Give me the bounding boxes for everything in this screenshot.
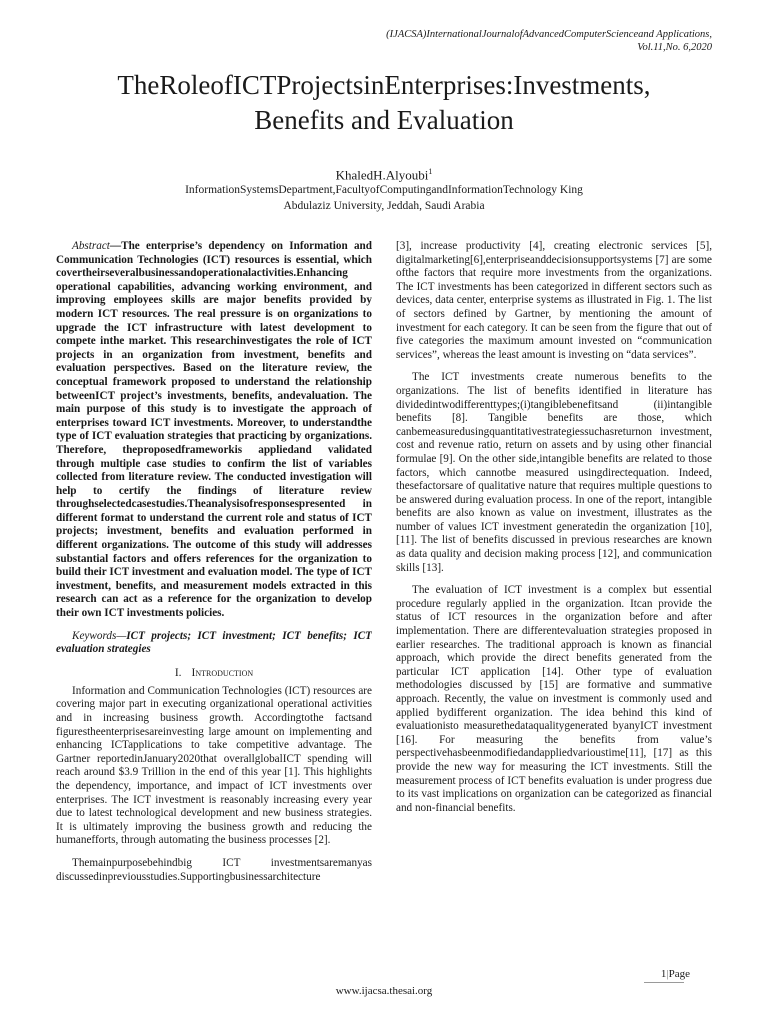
affiliation-line-2: Abdulaziz University, Jeddah, Saudi Arabia [283,200,485,212]
section-heading-introduction [56,666,372,680]
paragraph: The ICT investments create numerous benefits to the organizations. The list of benefits identified in literature has dividedintwodifferenttypes;(i)tangiblebenefitsand (ii)intangible benefits [8]. Tangible benefits are those, which canbemeasuredusingquantitativestrategiessuchasreturnon investment, cost and revenue ratio, return on assets and by using other financial formulae [9]. On the other side,intangible benefits are related to those factors, which cannotbe measured usingdirectequation. Indeed, thesefactorsare of qualitative nature that requires multiple questions to be answered during evaluation process. In one of the report, intangible benefits are also known as value on investment, illustrates as the number of values ICT investment generatedin the organization [10], [11]. The list of benefits discussed in previous researches are known as data quality and decision making process [12], and communication skills [13]. [396,371,712,574]
paper-title [40,68,728,138]
page-number-separator: | [666,968,669,980]
author-affiliation [40,182,728,214]
abstract-text: —The enterprise’s dependency on Information and Communication Technologies (ICT) resources is essential, which covertheirseveralbusinessandoperationalactivities.Enhancing operational capabilities, advancing working environment, and improving employees skills are major benefits provided by modern ICT resources. The real pressure is on organizations to upgrade the ICT infrastructure with latest development to compete inthe market. This researchinvestigates the role of ICT projects in an organization from investment, benefits and evaluation perspectives. Based on the literature review, the conceptual framework proposed to understand the relationship betweenICT project’s investments, benefits, andevaluation. The main purpose of this study is to investigate the approach of enterprises toward ICT investments. Moreover, to understandthe type of ICT evaluation strategies that practicing by organizations. Therefore, theproposedframeworkis appliedand validated through multiple case studies to confirm the list of variables collected from literature review. The conducted investigation will help to certify the findings of literature review throughselectedcasestudies.Theanalysisofresponsespresented in different format to understand the current role and status of ICT projects; investment, benefits and evaluation performed in different organizations. The outcome of this study will addresses substantial factors and offers references for the organization to build their ICT investment and evaluation model. The type of ICT investment, benefits, and measurement models extracted in this research can act as a reference for the organization to develop their own ICT investments policies. [56,240,372,620]
journal-name: (IJACSA)InternationalJournalofAdvancedComputerScienceand Applications, [386,29,712,40]
author-name: KhaledH.Alyoubi [335,167,429,183]
section-number: I. [174,666,182,679]
footer-url: www.ijacsa.thesai.org [335,985,433,997]
abstract [56,240,372,621]
abstract-label: Abstract [72,240,110,252]
page-number-label: Page [668,968,690,980]
author-block [40,164,728,183]
journal-volume: Vol.11,No. 6,2020 [637,42,712,53]
journal-header [292,28,712,54]
title-line-2: Benefits and Evaluation [254,105,514,135]
footer-rule [644,982,684,983]
keywords-label: Keywords— [72,629,127,642]
right-column [396,240,712,955]
keywords [56,630,372,657]
page-number [661,968,690,980]
section-title: Introduction [191,666,254,679]
page-number-value: 1 [660,968,667,980]
author-superscript: 1 [428,167,433,176]
paragraph: The evaluation of ICT investment is a complex but essential procedure regularly applied in the organization. Itcan provide the status of ICT resources in the organization before and after implementation. There are differentevaluation strategies proposed in earlier researches. The traditional approach is known as financial approach, which provide the direct benefits generated from the particular ICT application [14]. Other type of evaluation methodologies discussed by [15] are formative and summative approach. Recently, the value on investment is commonly used and applied bydifferent organization. The idea behind this kind of evaluationisto measurethedataqualitygenerated byanyICT investment [16]. For measuring the benefits from value’s perspectivehasbeenmodifiedandappliedvarioustime[11], [17] as this provide the new way for measuring the ICT investments. Still the measurement process of ICT benefits evaluation is under progress due to its vast implications on organization can be categorized as financial and non-financial benefits. [396,584,712,814]
left-column [56,240,372,955]
paragraph: Themainpurposebehindbig ICT investmentsaremanyas discussedinpreviousstudies.Supportingbusinessarchitecture [56,856,372,883]
paragraph: [3], increase productivity [4], creating electronic services [5], digitalmarketing[6],enterpriseanddecisionsupportsystems [7] are some ofthe factors that require more investments from the organizations. The ICT investments has been categorized in different sectors such as devices, data center, enterprise systems as illustrated in Fig. 1. The list of sectors defined by Gartner, by mentioning the amount of investment for each category. It can be seen from the figure that out of five categories the maximum amount invested on “communication services”, whereas the least amount is investing on “data services”. [396,240,712,361]
affiliation-line-1: InformationSystemsDepartment,FacultyofComputingandInformationTechnology King [185,184,583,196]
keywords-text: ICT projects; ICT investment; ICT benefits; ICT evaluation strategies [56,629,372,656]
title-line-1: TheRoleofICTProjectsinEnterprises:Investments, [117,70,651,100]
paragraph: Information and Communication Technologies (ICT) resources are covering major part in executing organizational operational activities and in increasing business growth. Accordingtothe factsand figurestheenterprisesareinvesting large amount on implementing and enhancing ICTapplications to take competitive advantage. The Gartner reportedinJanuary2020that overallglobalICT spending will reach around $3.9 Trillion in the end of this year [1]. This highlights the dependency, importance, and impact of ICT investments over enterprises. The ICT investment is reasonably increasing every year due to latest technological development and new business strategies. It is ultimately improving the business growth and reducing the humanefforts, through automating the business processes [2]. [56,684,372,847]
